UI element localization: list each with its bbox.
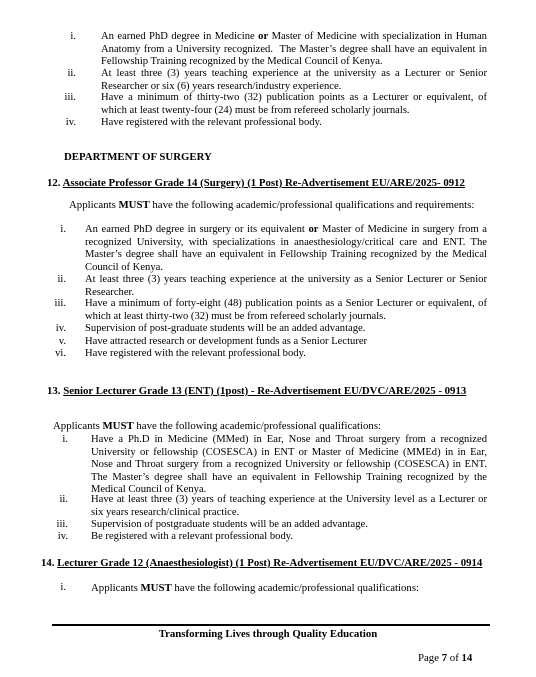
s14-intro-pre: Applicants: [91, 582, 141, 594]
s12-number: 12.: [47, 177, 61, 189]
s13-item-3-text: Supervision of postgraduate students will be an added advantage.: [91, 519, 368, 530]
s13-intro-post: have the following academic/professional qualifications:: [133, 420, 382, 432]
s12-title: Associate Professor Grade 14 (Surgery) (1 Post) Re-Advertisement EU/ARE/2025- 0912: [62, 177, 465, 189]
s13-intro-pre: Applicants: [53, 420, 103, 432]
s14-heading: [41, 557, 482, 569]
footer-divider: [52, 624, 490, 626]
s1-item-3-text: Have a minimum of thirty-two (32) publication points as a Lecturer or equivalent, of which at least twenty-four (24) must be from refereed scholarly journals.: [101, 92, 487, 116]
s13-item-1-text: Have a Ph.D in Medicine (MMed) in Ear, Nose and Throat surgery from a recognized University or fellowship (COSESCA) in ENT or Master of Medicine (MMEd) in in Ear, Nose and Throat surgery from a recognized University or fellowship (COSESCA) in ENT. The Master’s degree shall have an equivalent in Fellowship Training recognized by the Medical Council of Kenya.: [91, 434, 487, 496]
s1-item-2-number: ii.: [67, 68, 76, 79]
s13-heading: [47, 385, 466, 397]
s12-item-4-number: iv.: [55, 323, 66, 334]
s12-intro-post: have the following academic/professional qualifications and requirements:: [149, 199, 475, 211]
s13-intro-must: MUST: [102, 420, 134, 432]
s1-item-3-number: iii.: [64, 92, 76, 103]
s13-item-1-number: i.: [62, 434, 68, 445]
s14-item-1-number: i.: [60, 582, 66, 593]
s13-item-4-number: iv.: [57, 531, 68, 542]
s12-item-1-text: An earned PhD degree in surgery or its equivalent or Master of Medicine in surgery from a recognized University, with specializations in anaesthesiology/critical care and ENT. The Master’s degree shall have an equivalent in Fellowship Training recognized by the Medical Council of Kenya.: [85, 224, 488, 273]
s13-item-2-number: ii.: [59, 494, 68, 505]
s12-item-4-text: Supervision of post-graduate students will be an added advantage.: [85, 323, 366, 334]
s1-item-1-number: i.: [70, 31, 76, 42]
page-number: [418, 652, 472, 664]
s12-item-5-text: Have attracted research or development funds as a Senior Lecturer: [85, 336, 368, 347]
s1-item-1-text: An earned PhD degree in Medicine or Master of Medicine with specialization in Human Anatomy from a University recognized. The Master’s degree shall have an equivalent in Fellowship Training recognized by the Medical Council of Kenya.: [101, 31, 487, 68]
page-number-total: 14: [461, 652, 473, 664]
page-number-pre: Page: [418, 652, 442, 664]
s14-number: 14.: [41, 557, 55, 569]
s14-intro-must: MUST: [140, 582, 172, 594]
s12-item-2-text: At least three (3) years teaching experience at the university as a Senior Lecturer or Senior Researcher.: [85, 274, 487, 298]
s12-intro: [69, 199, 474, 211]
s14-intro-post: have the following academic/professional qualifications:: [171, 582, 420, 594]
s1-item-4-text: Have registered with the relevant professional body.: [101, 117, 322, 128]
s12-item-1-number: i.: [60, 224, 66, 235]
s12-item-5-number: v.: [58, 336, 66, 347]
s12-item-6-text: Have registered with the relevant professional body.: [85, 348, 306, 359]
s13-title: Senior Lecturer Grade 13 (ENT) (1post) - Re-Advertisement EU/DVC/ARE/2025 - 0913: [63, 385, 467, 397]
s13-number: 13.: [47, 385, 61, 397]
s12-intro-pre: Applicants: [69, 199, 119, 211]
page-number-mid: of: [447, 652, 462, 664]
s13-intro: [53, 420, 381, 432]
s13-item-4-text: Be registered with a relevant professional body.: [91, 531, 293, 542]
page-number-current: 7: [441, 652, 448, 664]
s13-item-2-text: Have at least three (3) years of teaching experience at the University level as a Lecturer or six years research/clinical practice.: [91, 494, 487, 518]
s12-heading: [47, 177, 465, 189]
footer-motto: Transforming Lives through Quality Education: [158, 628, 378, 640]
s1-item-4-number: iv.: [65, 117, 76, 128]
s14-title: Lecturer Grade 12 (Anaesthesiologist) (1 Post) Re-Advertisement EU/DVC/ARE/2025 - 0914: [57, 557, 483, 569]
s13-item-3-number: iii.: [56, 519, 68, 530]
s14-intro: [91, 582, 419, 594]
s12-item-6-number: vi.: [55, 348, 66, 359]
s12-item-2-number: ii.: [57, 274, 66, 285]
department-heading: DEPARTMENT OF SURGERY: [64, 151, 212, 163]
s12-item-3-text: Have a minimum of forty-eight (48) publication points as a Senior Lecturer or equivalent, of which at least thirty-two (32) must be from refereed scholarly journals.: [85, 298, 487, 322]
s12-intro-must: MUST: [118, 199, 150, 211]
s1-item-2-text: At least three (3) years teaching experience at the university as a Lecturer or Senior Researcher or six (6) years research/industry experience.: [101, 68, 487, 92]
s12-item-3-number: iii.: [54, 298, 66, 309]
